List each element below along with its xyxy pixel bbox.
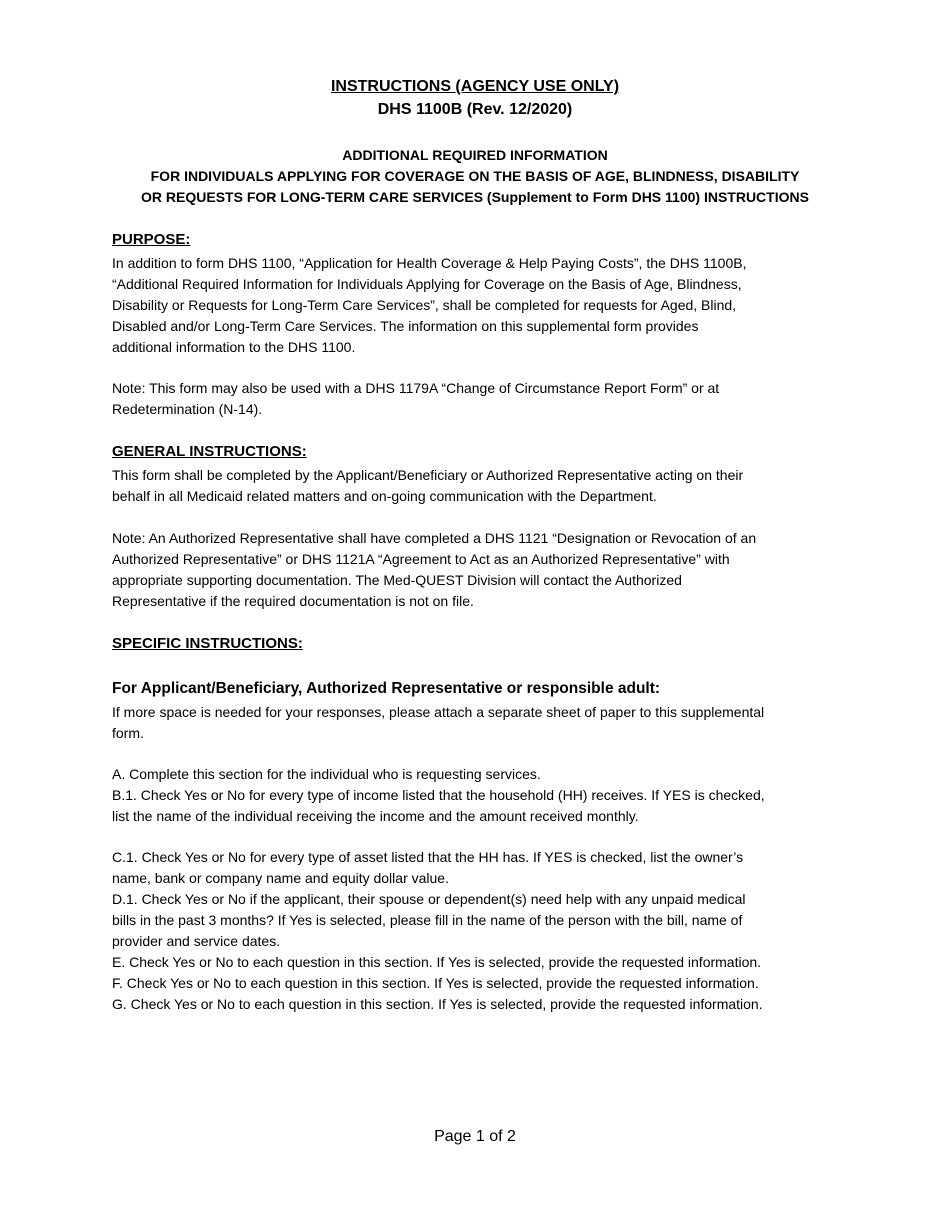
text-line: Disabled and/or Long-Term Care Services. The information on this supplemental form provides (112, 318, 699, 334)
instruction-item: G. Check Yes or No to each question in this section. If Yes is selected, provide the requested information. (112, 996, 763, 1012)
instruction-item: A. Complete this section for the individual who is requesting services. (112, 766, 541, 782)
text-line: additional information to the DHS 1100. (112, 339, 356, 355)
specific-intro (112, 702, 847, 744)
instruction-item: D.1. Check Yes or No if the applicant, their spouse or dependent(s) need help with any unpaid medical (112, 891, 746, 907)
title-line: OR REQUESTS FOR LONG-TERM CARE SERVICES (Supplement to Form DHS 1100) INSTRUCTIONS (141, 189, 809, 205)
instruction-item: bills in the past 3 months? If Yes is selected, please fill in the name of the person with the bill, name of (112, 912, 743, 928)
specific-items-c-g (112, 847, 847, 1015)
text-line: form. (112, 725, 144, 741)
text-line: Redetermination (N-14). (112, 401, 263, 417)
instruction-item: provider and service dates. (112, 933, 281, 949)
text-line: Representative if the required documentation is not on file. (112, 593, 474, 609)
text-line: In addition to form DHS 1100, “Application for Health Coverage & Help Paying Costs”, the DHS 1100B, (112, 255, 747, 271)
text-line: “Additional Required Information for Individuals Applying for Coverage on the Basis of Age, Blindness, (112, 276, 742, 292)
text-line: behalf in all Medicaid related matters and on-going communication with the Department. (112, 488, 657, 504)
text-line: Authorized Representative” or DHS 1121A “Agreement to Act as an Authorized Representative” with (112, 551, 730, 567)
text-line: Disability or Requests for Long-Term Care Services”, shall be completed for requests for Aged, Blind, (112, 297, 737, 313)
instruction-item: C.1. Check Yes or No for every type of asset listed that the HH has. If YES is checked, list the owner’s (112, 849, 744, 865)
specific-items-a-b (112, 764, 847, 827)
instruction-item: name, bank or company name and equity dollar value. (112, 870, 449, 886)
title-line: ADDITIONAL REQUIRED INFORMATION (342, 147, 608, 163)
general-paragraph (112, 465, 847, 507)
general-note (112, 528, 847, 612)
instruction-item: E. Check Yes or No to each question in this section. If Yes is selected, provide the requested information. (112, 954, 762, 970)
text-line: Note: An Authorized Representative shall have completed a DHS 1121 “Designation or Revocation of an (112, 530, 757, 546)
general-instructions-heading: GENERAL INSTRUCTIONS: (112, 443, 307, 460)
instruction-item: F. Check Yes or No to each question in this section. If Yes is selected, provide the requested information. (112, 975, 759, 991)
purpose-note (112, 378, 847, 420)
form-number: DHS 1100B (Rev. 12/2020) (377, 101, 573, 118)
purpose-paragraph (112, 253, 847, 358)
agency-use-heading: INSTRUCTIONS (AGENCY USE ONLY) (330, 78, 620, 95)
instruction-item: B.1. Check Yes or No for every type of income listed that the household (HH) receives. If YES is checked, (112, 787, 765, 803)
title-line: FOR INDIVIDUALS APPLYING FOR COVERAGE ON THE BASIS OF AGE, BLINDNESS, DISABILITY (150, 168, 800, 184)
text-line: Note: This form may also be used with a DHS 1179A “Change of Circumstance Report Form” or at (112, 380, 720, 396)
text-line: If more space is needed for your responses, please attach a separate sheet of paper to this supplemental (112, 704, 765, 720)
page-number: Page 1 of 2 (434, 1128, 516, 1145)
specific-subheading: For Applicant/Beneficiary, Authorized Representative or responsible adult: (112, 680, 661, 697)
text-line: This form shall be completed by the Applicant/Beneficiary or Authorized Representative acting on their (112, 467, 744, 483)
instruction-item: list the name of the individual receiving the income and the amount received monthly. (112, 808, 639, 824)
purpose-heading: PURPOSE: (112, 231, 191, 248)
document-title (0, 145, 950, 208)
specific-instructions-heading: SPECIFIC INSTRUCTIONS: (112, 635, 303, 652)
text-line: appropriate supporting documentation. The Med-QUEST Division will contact the Authorized (112, 572, 682, 588)
